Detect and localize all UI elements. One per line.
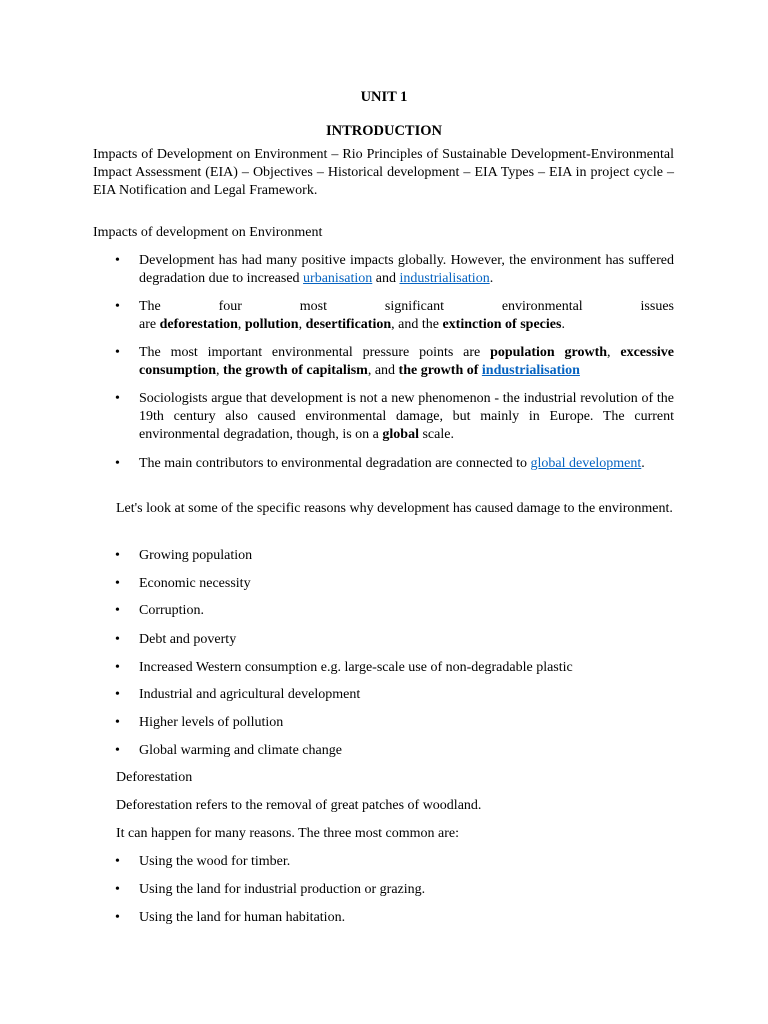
deforestation-reasons-intro: It can happen for many reasons. The three most common are: — [116, 826, 460, 841]
impact-bullet-1: • Development has had many positive impacts globally. However, the environment has suffered degradation due to increased urbanisation and industrialisation. — [115, 253, 674, 286]
bullet-icon: • — [115, 299, 120, 314]
deforestation-reason-item: • Using the land for human habitation. — [115, 910, 346, 925]
bullet-icon: • — [115, 391, 120, 406]
bullet-icon: • — [115, 253, 120, 268]
reason-item: • Economic necessity — [115, 576, 251, 591]
reason-item: • Industrial and agricultural development — [115, 687, 361, 702]
global-development-link[interactable]: global development — [530, 456, 642, 471]
reason-item: • Debt and poverty — [115, 632, 237, 647]
reason-item: • Corruption. — [115, 603, 204, 618]
urbanisation-link[interactable]: urbanisation — [303, 271, 373, 286]
impact-bullet-4: • Sociologists argue that development is not a new phenomenon - the industrial revolution of the 19th century also caused environmental damage, but mainly in Europe. The current environmental degradation, though, is on a global scale. — [115, 391, 674, 442]
bullet-icon: • — [115, 345, 120, 360]
industrialisation-link[interactable]: industrialisation — [399, 271, 490, 286]
reasons-intro: Let's look at some of the specific reasons why development has caused damage to the environment. — [116, 501, 673, 516]
impacts-heading: Impacts of development on Environment — [93, 225, 323, 240]
reason-item: • Global warming and climate change — [115, 743, 342, 758]
impact-bullet-2: • The four most significant environmental issues are deforestation, pollution, desertification, and the extinction of species. — [115, 299, 674, 332]
reason-item: • Higher levels of pollution — [115, 715, 284, 730]
impact-bullet-3: • The most important environmental pressure points are population growth, excessive consumption, the growth of capitalism, and the growth of industrialisation — [115, 345, 675, 378]
deforestation-heading: Deforestation — [116, 770, 193, 785]
intro-paragraph: Impacts of Development on Environment – Rio Principles of Sustainable Development-Environmental Impact Assessment (EIA) – Objectives – Historical development – EIA Types – EIA in project cycle –EIA Notification and Legal Framework. — [93, 147, 674, 198]
reason-item: • Growing population — [115, 548, 253, 563]
deforestation-definition: Deforestation refers to the removal of great patches of woodland. — [116, 798, 482, 813]
deforestation-reason-item: • Using the wood for timber. — [115, 854, 291, 869]
deforestation-reason-item: • Using the land for industrial production or grazing. — [115, 882, 426, 897]
impact-bullet-5: • The main contributors to environmental degradation are connected to global development. — [115, 456, 645, 471]
intro-title: INTRODUCTION — [325, 123, 442, 139]
industrialisation-link-2[interactable]: industrialisation — [481, 363, 580, 378]
unit-title: UNIT 1 — [360, 89, 408, 105]
reason-item: • Increased Western consumption e.g. large-scale use of non-degradable plastic — [115, 660, 573, 675]
bullet-icon: • — [115, 456, 120, 471]
